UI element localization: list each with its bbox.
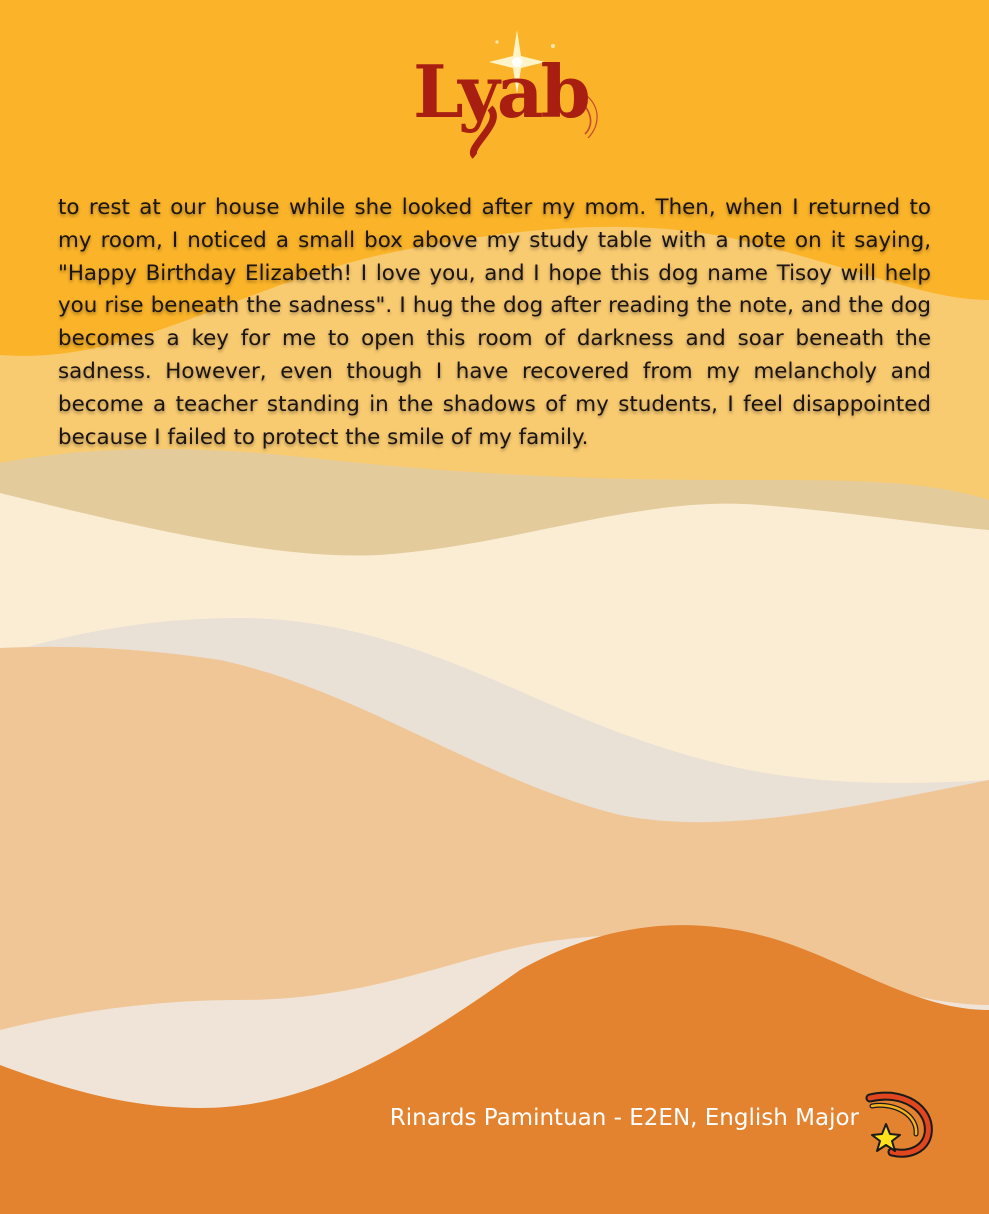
logo-text: Lyab <box>413 49 588 134</box>
lyab-logo <box>405 28 605 168</box>
shooting-star-icon <box>862 1090 934 1158</box>
story-paragraph: to rest at our house while she looked after my mom. Then, when I returned to my room, I noticed a small box above my study table with a note on it saying, "Happy Birthday Elizabeth! I love you, and I hope this dog name Tisoy will help you rise beneath the sadness". I hug the dog after reading the note, and the dog becomes a key for me to open this room of darkness and soar beneath the sadness. However, even though I have recovered from my melancholy and become a teacher standing in the shadows of my students, I feel disappointed because I failed to protect the smile of my family. <box>58 195 931 450</box>
author-credit: Rinards Pamintuan - E2EN, English Major <box>389 1105 859 1131</box>
